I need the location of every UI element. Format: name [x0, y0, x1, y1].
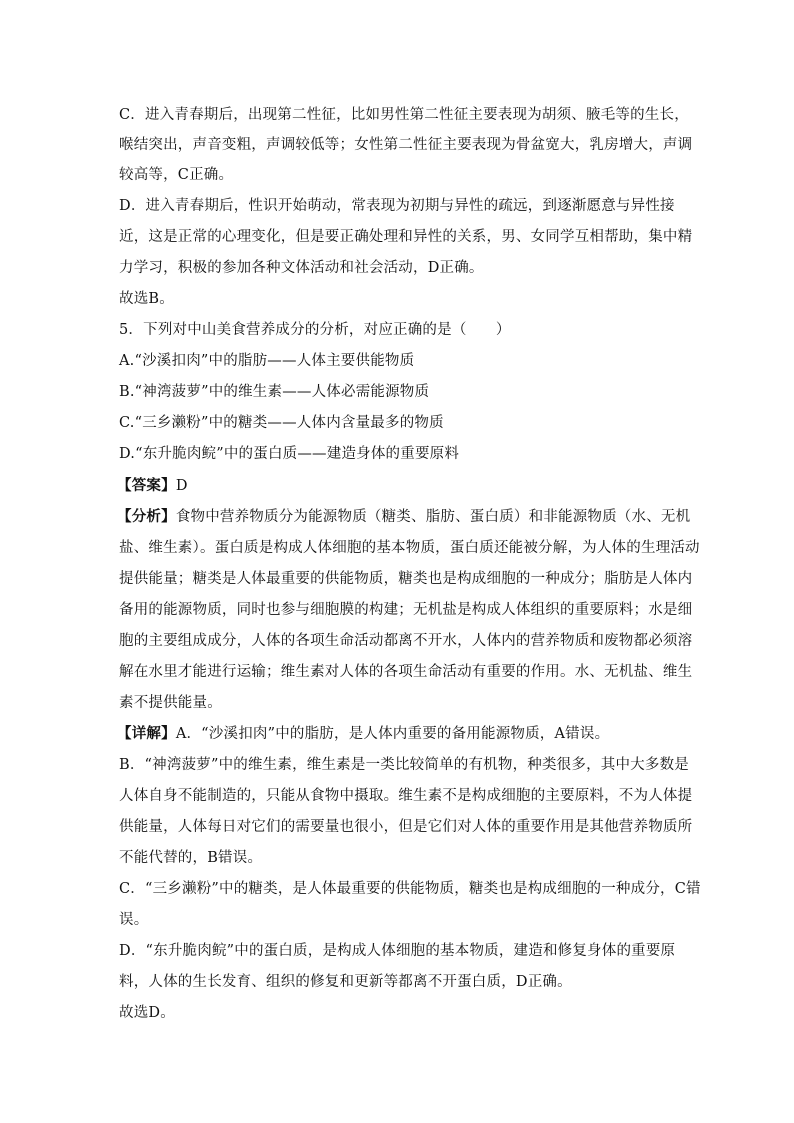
- detail-c-line-2: 误。: [119, 912, 149, 928]
- analysis-line-3: 提供能量；糖类是人体最重要的供能物质，糖类也是构成细胞的一种成分；脂肪是人体内: [119, 571, 693, 587]
- analysis-line-6: 解在水里才能进行运输；维生素对人体的各项生命活动有重要的作用。水、无机盐、维生: [119, 664, 693, 680]
- prev-option-d-line-2: 近，这是正常的心理变化，但是要正确处理和异性的关系，男、女同学互相帮助，集中精: [119, 229, 693, 245]
- detail-b-line-3: 供能量，人体每日对它们的需要量也很小，但是它们对人体的重要作用是其他营养物质所: [119, 819, 693, 835]
- option-d: D.“东升脆肉鲩”中的蛋白质——建造身体的重要原料: [119, 446, 460, 462]
- prev-option-d-line-3: 力学习，积极的参加各种文体活动和社会活动，D正确。: [119, 260, 484, 276]
- option-c: C.“三乡濑粉”中的糖类——人体内含量最多的物质: [119, 415, 444, 431]
- detail-text-a: A．“沙溪扣肉”中的脂肪，是人体内重要的备用能源物质，A错误。: [175, 726, 610, 742]
- analysis-line-1: [117, 507, 690, 527]
- answer-value: D: [175, 478, 188, 494]
- detail-b-line-2: 人体自身不能制造的，只能从食物中摄取。维生素不是构成细胞的主要原料，不为人体提: [119, 788, 693, 804]
- analysis-line-4: 备用的能源物质，同时也参与细胞膜的构建；无机盐是构成人体组织的重要原料；水是细: [119, 602, 693, 618]
- answer-line: [117, 476, 188, 496]
- detail-b-line-1: B．“神湾菠萝”中的维生素，维生素是一类比较简单的有机物，种类很多，其中大多数是: [119, 757, 689, 773]
- prev-option-d-line-1: D．进入青春期后，性识开始萌动，常表现为初期与异性的疏远，到逐渐愿意与异性接: [119, 198, 675, 214]
- detail-c-line-1: C．“三乡濑粉”中的糖类，是人体最重要的供能物质，糖类也是构成细胞的一种成分，C错: [119, 881, 701, 897]
- detail-line-a: [117, 724, 609, 744]
- option-a: A.“沙溪扣肉”中的脂肪——人体主要供能物质: [119, 353, 415, 369]
- analysis-line-7: 素不提供能量。: [119, 695, 222, 711]
- answer-tag: 【答案】: [117, 477, 176, 494]
- analysis-line-2: 盐、维生素）。蛋白质是构成人体细胞的基本物质，蛋白质还能被分解，为人体的生理活动: [119, 540, 700, 556]
- detail-b-line-4: 不能代替的，B错误。: [119, 850, 263, 866]
- prev-option-c-line-3: 较高等，C正确。: [119, 167, 234, 183]
- prev-choice: 故选B。: [119, 291, 174, 307]
- prev-option-c-line-1: C．进入青春期后，出现第二性征，比如男性第二性征主要表现为胡须、腋毛等的生长，: [119, 107, 689, 123]
- prev-option-c-line-2: 喉结突出，声音变粗，声调较低等；女性第二性征主要表现为骨盆宽大，乳房增大，声调: [119, 137, 693, 153]
- option-b: B.“神湾菠萝”中的维生素——人体必需能源物质: [119, 384, 430, 400]
- detail-tag: 【详解】: [117, 725, 176, 742]
- analysis-line-5: 胞的主要组成成分，人体的各项生命活动都离不开水，人体内的营养物质和废物都必须溶: [119, 633, 693, 649]
- analysis-tag: 【分析】: [117, 508, 176, 525]
- detail-d-line-1: D．“东升脆肉鲩”中的蛋白质，是构成人体细胞的基本物质，建造和修复身体的重要原: [119, 943, 676, 959]
- analysis-text-1: 食物中营养物质分为能源物质（糖类、脂肪、蛋白质）和非能源物质（水、无机: [175, 509, 691, 525]
- final-choice: 故选D。: [119, 1005, 175, 1021]
- question-stem: 5．下列对中山美食营养成分的分析，对应正确的是（ ）: [119, 322, 511, 338]
- detail-d-line-2: 料，人体的生长发育、组织的修复和更新等都离不开蛋白质，D正确。: [119, 974, 572, 990]
